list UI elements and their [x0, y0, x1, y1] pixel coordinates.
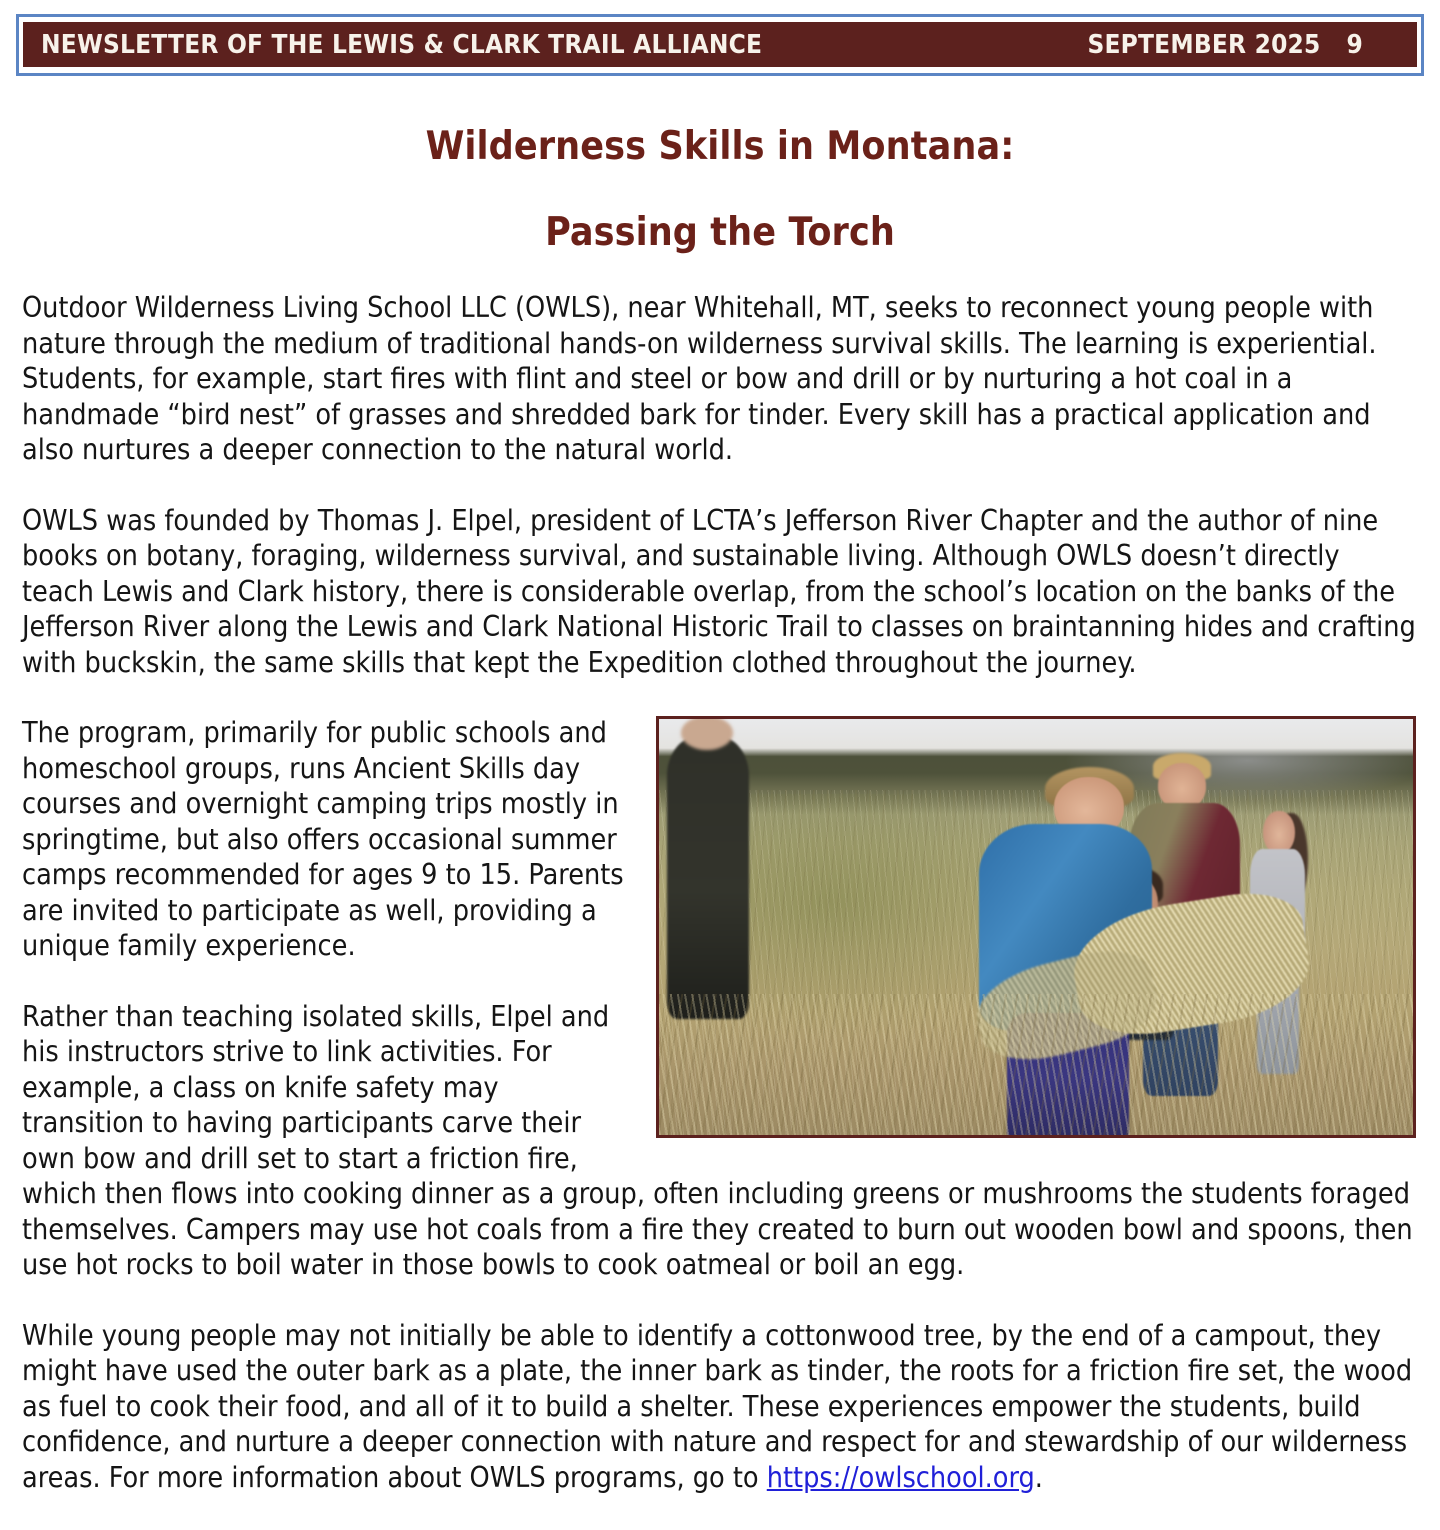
page-number: 9 — [1346, 29, 1363, 60]
photo-girl2-head — [1263, 811, 1294, 855]
paragraph-3: The program, primarily for public schools and homeschool groups, runs Ancient Skills day courses and overnight camping trips mostly in springtime, but also offers occasional summer camps recommended for ages 9 to 15. Parents are invited to participate as well, providing a unique family experience. — [22, 716, 624, 962]
newsletter-header-banner — [16, 14, 1424, 76]
newsletter-title: NEWSLETTER OF THE LEWIS & CLARK TRAIL ALLIANCE — [41, 29, 763, 60]
paragraph-5-text-before-link: While young people may not initially be able to identify a cottonwood tree, by the end of a campout, they might have used the outer bark as a plate, the inner bark as tinder, the roots for a friction fire set, the wood as fuel to cook their food, and all of it to build a shelter. These experiences empower the students, build confidence, and nurture a deeper connection with nature and respect for and stewardship of our wilderness areas. For more information about OWLS programs, go to — [22, 1318, 1413, 1494]
header-bar — [23, 22, 1417, 67]
header-right-group — [1087, 30, 1403, 60]
photo-foreground-grass — [659, 994, 1413, 1135]
paragraph-2: OWLS was founded by Thomas J. Elpel, president of LCTA’s Jefferson River Chapter and the author of nine books on botany, foraging, wilderness survival, and sustainable living. Although OWLS doesn’t directly teach Lewis and Clark history, there is considerable overlap, from the school’s location on the banks of the Jefferson River along the Lewis and Clark National Historic Trail to classes on braintanning hides and crafting with buckskin, the same skills that kept the Expedition clothed throughout the journey. — [22, 503, 1416, 679]
paragraph-5-text-after-link: . — [1034, 1460, 1043, 1494]
issue-date: SEPTEMBER 2025 — [1087, 29, 1321, 60]
article-body — [22, 290, 1416, 1530]
article-photo — [656, 716, 1416, 1138]
article-subtitle: Passing the Torch — [545, 210, 895, 255]
owls-website-link[interactable]: https://owlschool.org — [766, 1460, 1035, 1494]
paragraph-1: Outdoor Wilderness Living School LLC (OWLS), near Whitehall, MT, seeks to reconnect young people with nature through the medium of traditional hands-on wilderness survival skills. The learning is experiential. Students, for example, start fires with flint and steel or bow and drill or by nurturing a hot coal in a handmade “bird nest” of grasses and shredded bark for tinder. Every skill has a practical application and also nurtures a deeper connection to the natural world. — [22, 291, 1377, 466]
paragraph-4: Rather than teaching isolated skills, Elpel and his instructors strive to link activities. For example, a class on knife safety may transition to having participants carve their own bow and drill set to start a friction fire, which then flows into cooking dinner as a group, often including greens or mushrooms the students foraged themselves. Campers may use hot coals from a fire they created to burn out wooden bowl and spoons, then use hot rocks to boil water in those bowls to cook oatmeal or boil an egg. — [22, 999, 1413, 1281]
paragraph-5 — [22, 1318, 1416, 1496]
article-title: Wilderness Skills in Montana: — [425, 124, 1015, 169]
photo-figure-adult — [667, 736, 750, 1019]
